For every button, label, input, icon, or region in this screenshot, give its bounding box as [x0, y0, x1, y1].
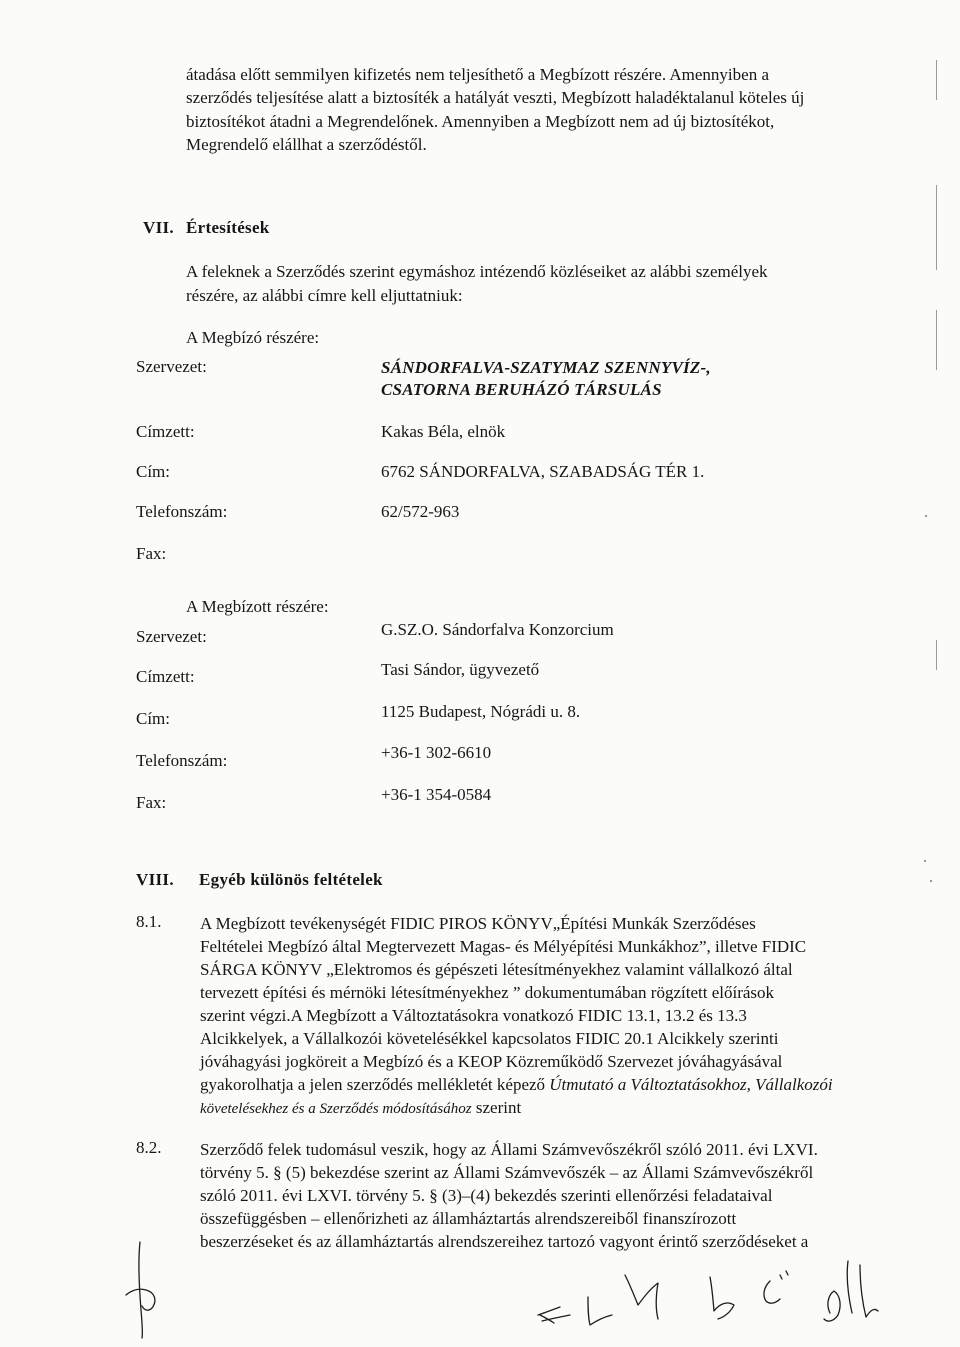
paragraph-line: SÁRGA KÖNYV „Elektromos és gépészeti létesítményekhez valamint vállalkozó által [200, 960, 793, 979]
megbizo-label-telefon: Telefonszám: [136, 502, 228, 521]
paragraph-8-1-number: 8.1. [136, 912, 162, 931]
megbizo-cim: 6762 SÁNDORFALVA, SZABADSÁG TÉR 1. [381, 462, 705, 481]
paragraph-line: A Megbízott tevékenységét FIDIC PIROS KÖNYV„Építési Munkák Szerződéses [200, 914, 756, 933]
paragraph-line: Szerződő felek tudomásul veszik, hogy az Állami Számvevőszékről szóló 2011. évi LXVI. [200, 1140, 818, 1159]
section-7-intro-line: A feleknek a Szerződés szerint egymáshoz intézendő közléseiket az alábbi személyek [186, 262, 768, 281]
megbizott-label-cim: Cím: [136, 709, 171, 728]
section-7-title: Értesítések [186, 218, 270, 237]
scan-edge-mark [936, 185, 937, 270]
megbizo-label-cim: Cím: [136, 462, 171, 481]
megbizott-telefon: +36-1 302-6610 [381, 743, 492, 762]
megbizo-label-fax: Fax: [136, 544, 167, 563]
handwritten-signature [530, 1255, 890, 1340]
paragraph-line: szóló 2011. évi LXVI. törvény 5. § (3)–(4) bekezdés szerinti ellenőrzési feladataival [200, 1186, 773, 1205]
paragraph-8-2-number: 8.2. [136, 1138, 162, 1157]
paragraph-line: törvény 5. § (5) bekezdése szerint az Állami Számvevőszék – az Állami Számvevőszékről [200, 1163, 814, 1182]
megbizo-heading: A Megbízó részére: [186, 328, 320, 347]
megbizott-szervezet: G.SZ.O. Sándorfalva Konzorcium [381, 620, 614, 639]
section-7-number: VII. [143, 218, 174, 237]
megbizo-label-cimzett: Címzett: [136, 422, 195, 441]
megbizott-heading: A Megbízott részére: [186, 597, 329, 616]
scan-edge-mark [936, 310, 937, 370]
paragraph-line: beszerzéseket és az államháztartás alrendszereihez tartozó vagyont érintő szerződéseket a [200, 1232, 809, 1251]
megbizo-telefon: 62/572-963 [381, 502, 460, 521]
megbizott-label-cimzett: Címzett: [136, 667, 195, 686]
paragraph-line: Megrendelő elállhat a szerződéstől. [186, 135, 427, 154]
megbizo-org-name: CSATORNA BERUHÁZÓ TÁRSULÁS [381, 380, 662, 399]
scan-speck [930, 880, 932, 882]
paragraph-line: Feltételei Megbízó által Megtervezett Magas- és Mélyépítési Munkákhoz”, illetve FIDIC [200, 937, 807, 956]
scan-edge-mark [936, 60, 937, 100]
scan-speck [925, 515, 927, 517]
megbizott-label-telefon: Telefonszám: [136, 751, 228, 770]
paragraph-line: átadása előtt semmilyen kifizetés nem teljesíthető a Megbízott részére. Amennyiben a [186, 65, 769, 84]
guideline-title: követelésekhez és a Szerződés módosításához [200, 1101, 472, 1117]
paragraph-text: szerint [475, 1098, 522, 1117]
section-8-number: VIII. [136, 870, 174, 889]
paragraph-line: jóváhagyási jogköreit a Megbízó és a KEOP Közreműködő Szervezet jóváhagyásával [200, 1052, 783, 1071]
section-7-intro-line: részére, az alábbi címre kell eljuttatniuk: [186, 286, 463, 305]
paragraph-line: biztosítékot átadni a Megrendelőnek. Amennyiben a Megbízott nem ad új biztosítékot, [186, 112, 775, 131]
paragraph-line: szerződés teljesítése alatt a biztosíték a hatályát veszti, Megbízott haladéktalanul köteles új [186, 88, 805, 107]
paragraph-line: Alcikkelyek, a Vállalkozói követelésékkel kapcsolatos FIDIC 20.1 Alcikkely szerinti [200, 1029, 779, 1048]
scan-edge-mark [936, 640, 937, 670]
megbizo-label-szervezet: Szervezet: [136, 357, 207, 376]
megbizott-fax: +36-1 354-0584 [381, 785, 492, 804]
paragraph-line: tervezett építési és mérnöki létesítményekhez ” dokumentumában rögzített előírások [200, 983, 775, 1002]
guideline-title: Útmutató a Változtatásokhoz, Vállalkozói [549, 1075, 833, 1094]
megbizo-org-name: SÁNDORFALVA-SZATYMAZ SZENNYVÍZ-, [381, 358, 711, 377]
paragraph-line: szerint végzi.A Megbízott a Változtatásokra vonatkozó FIDIC 13.1, 13.2 és 13.3 [200, 1006, 747, 1025]
paragraph-line [200, 1096, 870, 1121]
section-8-title: Egyéb különös feltételek [199, 870, 383, 889]
handwritten-initial-left [118, 1240, 168, 1340]
paragraph-line [200, 1073, 870, 1096]
paragraph-line: összefüggésben – ellenőrizheti az államháztartás alrendszereiből finanszírozott [200, 1209, 737, 1228]
scan-speck [924, 860, 926, 862]
megbizo-cimzett: Kakas Béla, elnök [381, 422, 506, 441]
megbizott-cimzett: Tasi Sándor, ügyvezető [381, 660, 540, 679]
megbizott-cim: 1125 Budapest, Nógrádi u. 8. [381, 702, 581, 721]
paragraph-text: gyakorolhatja a jelen szerződés mellékletét képező [200, 1075, 546, 1094]
megbizott-label-fax: Fax: [136, 793, 167, 812]
megbizott-label-szervezet: Szervezet: [136, 627, 207, 646]
